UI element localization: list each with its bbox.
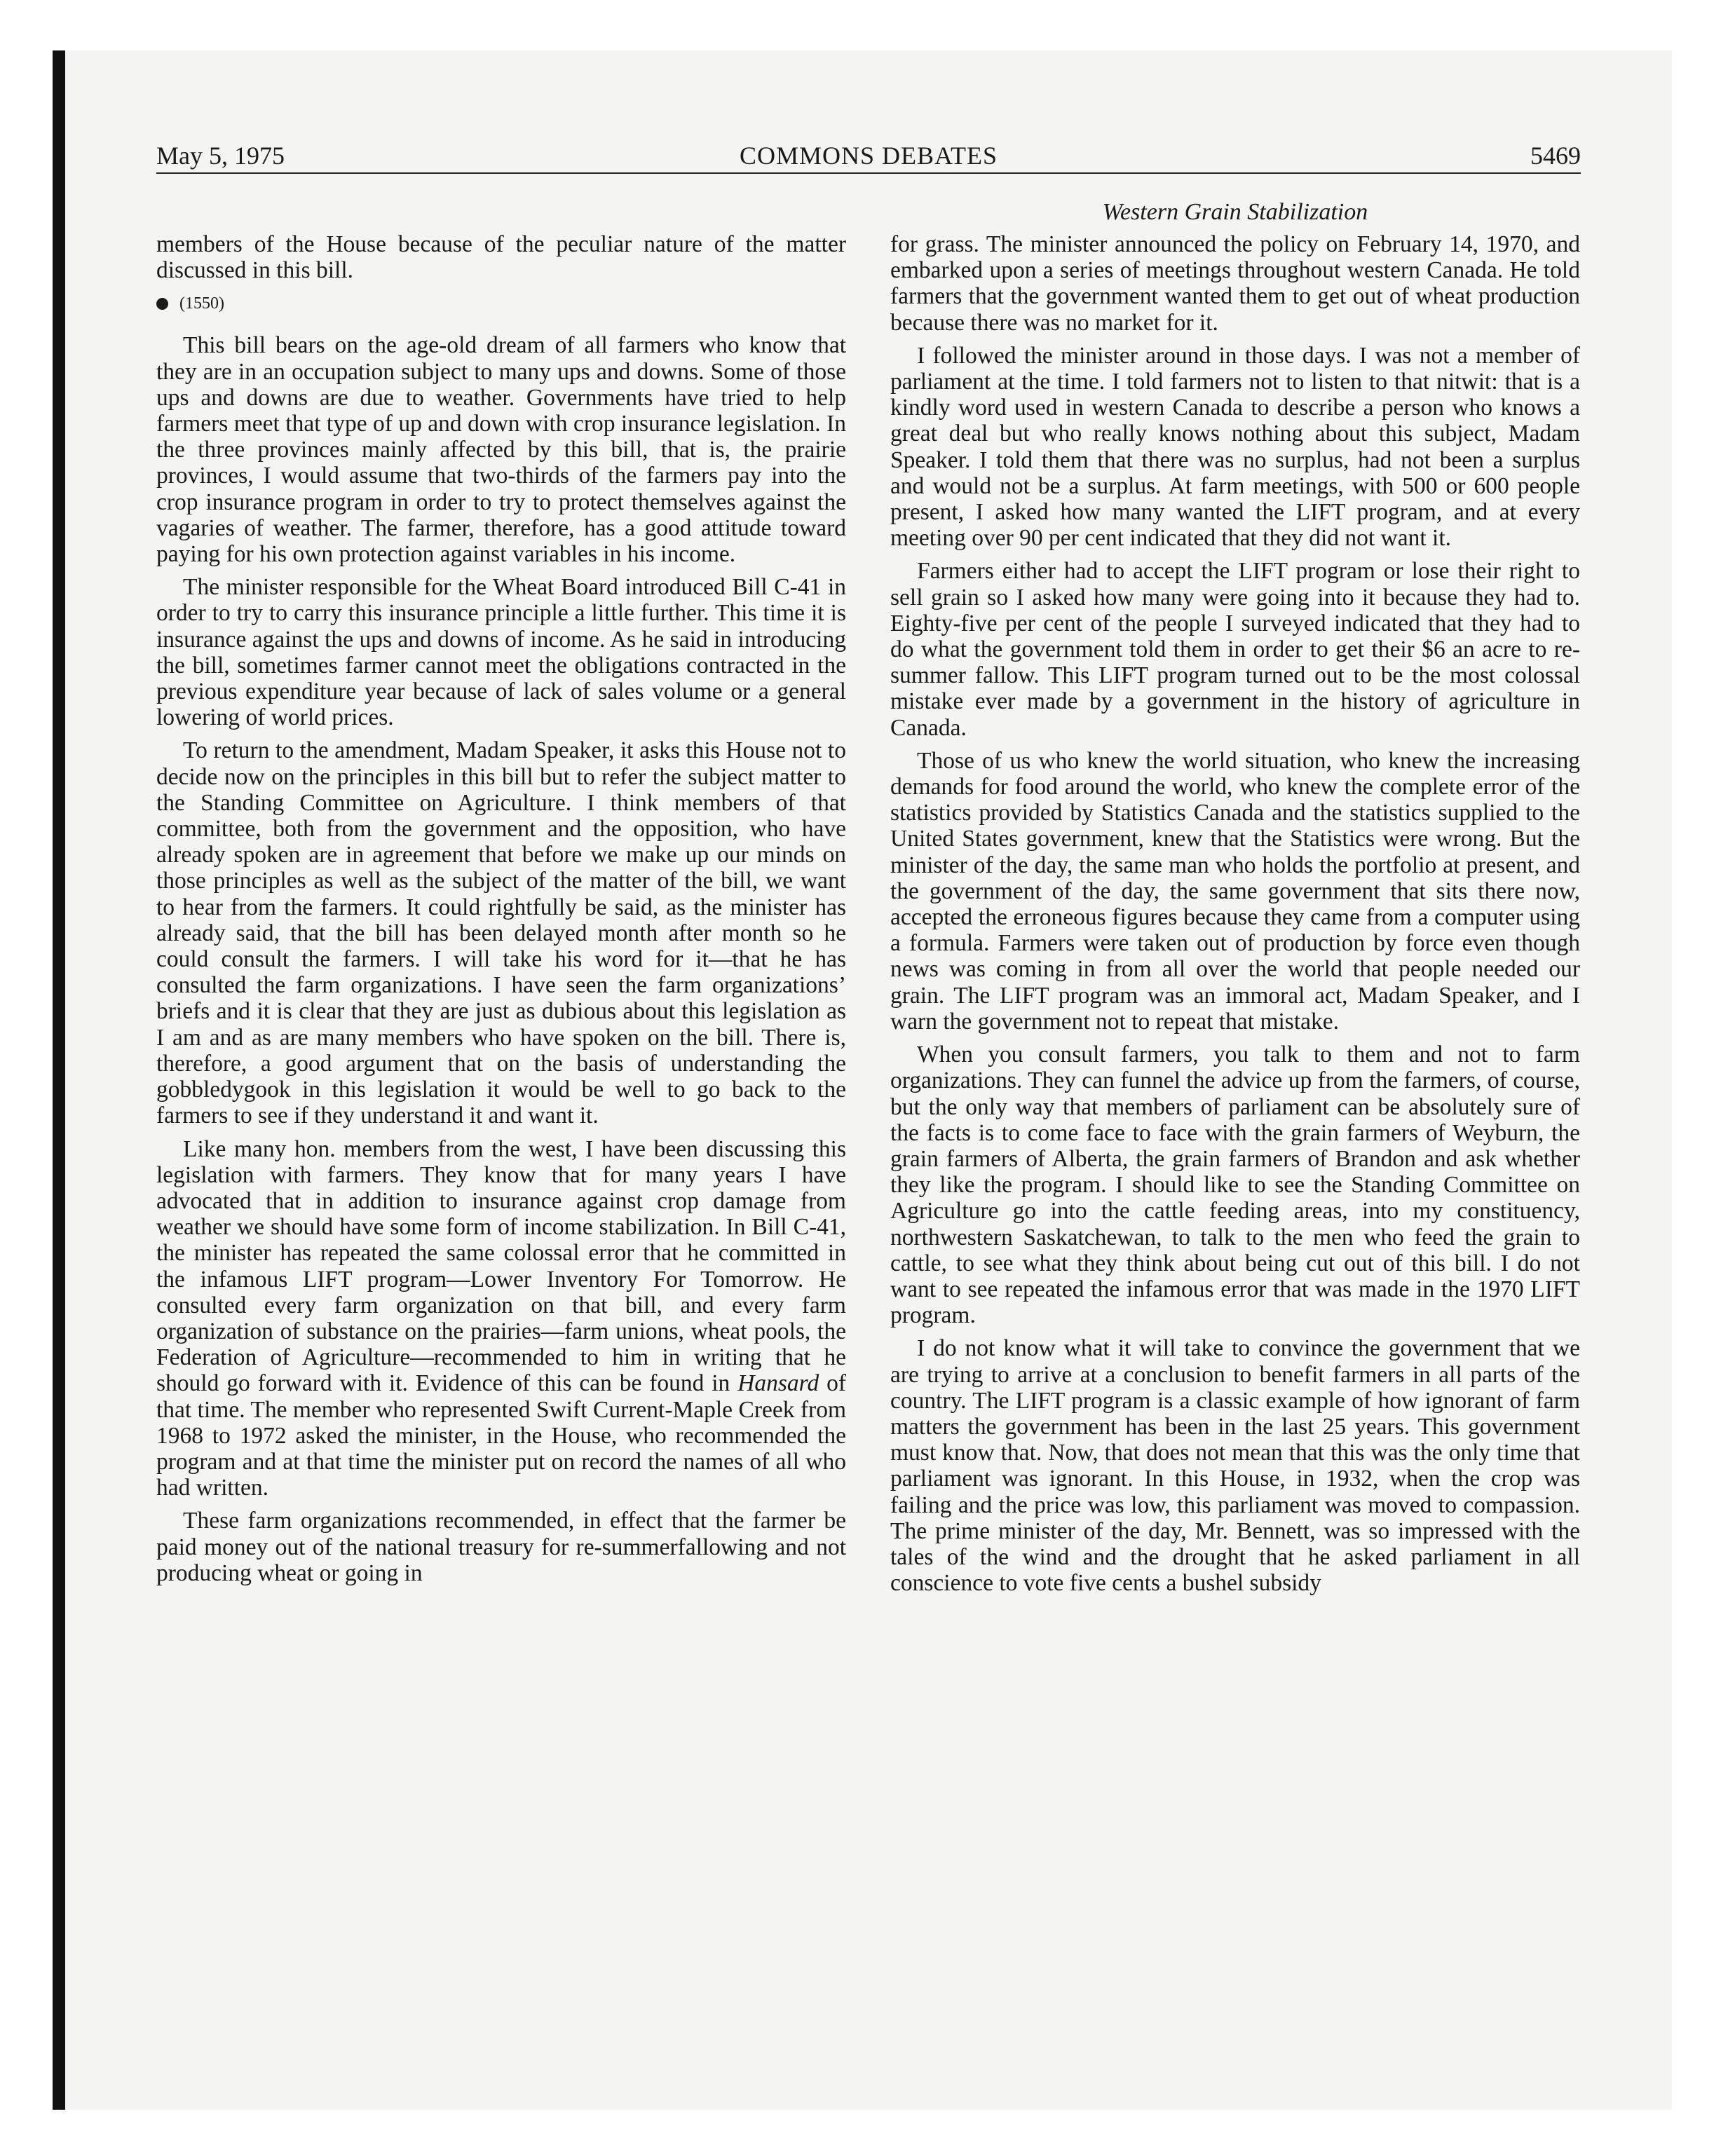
hansard-reference: Hansard xyxy=(737,1370,819,1397)
page-number: 5469 xyxy=(1530,142,1581,170)
timestamp-text: (1550) xyxy=(179,294,224,313)
paragraph: When you consult farmers, you talk to them and not to farm organizations. They can funnel the advice up from the farmers, of course, but the only way that members of parliament can be absolutely sure of the facts is to come face to face with the grain farmers of Weyburn, the grain farmers of Alberta, the grain farmers of Brandon and ask whether they like the program. I should like to see the Standing Committee on Agriculture go into the cattle feeding areas, into my constituency, northwestern Saskatchewan, to talk to the men who feed the grain to cattle, to see what they think about being cut out of this bill. I do not want to see repeated the infamous error that was made in the 1970 LIFT program. xyxy=(890,1042,1580,1329)
paragraph: I do not know what it will take to convince the government that we are trying to arrive at a conclusion to benefit farmers in all parts of the country. The LIFT program is a classic example of how ignorant of farm matters the government has been in the last 25 years. This government must know that. Now, that does not mean that this was the only time that parliament was ignorant. In this House, in 1932, when the crop was failing and the price was low, this parliament was moved to compassion. The prime minister of the day, Mr. Bennett, was so impressed with the tales of the wind and the drought that he asked parliament in all conscience to vote five cents a bushel subsidy xyxy=(890,1335,1580,1597)
paragraph: These farm organizations recommended, in effect that the farmer be paid money out of the national treasury for re-summerfallowing and not producing wheat or going in xyxy=(156,1508,846,1586)
right-column xyxy=(890,231,1580,1603)
paragraph-text: Like many hon. members from the west, I have been discussing this legislation with farmers. They know that for many years I have advocated that in addition to insurance against crop damage from weather we should have some form of income stabilization. In Bill C-41, the minister has repeated the same colossal error that he committed in the infamous LIFT program—Lower Inventory For Tomorrow. He consulted every farm organization on that bill, and every farm organization of substance on the prairies—farm unions, wheat pools, the Federation of Agriculture—recommended to him in writing that he should go forward with it. Evidence of this can be found in xyxy=(156,1135,846,1397)
page-header xyxy=(156,142,1581,174)
paragraph-text: of that time. The member who represented Swift Current-Maple Creek from 1968 to 1972 asked the minister, in the House, who recommended the program and at that time the minister put on record the names of all who had written. xyxy=(156,1370,846,1501)
paragraph: Farmers either had to accept the LIFT program or lose their right to sell grain so I asked how many were going into it because they had to. Eighty-five per cent of the people I surveyed indicated that they had to do what the government told them in order to get their $6 an acre to re-summer fallow. This LIFT program turned out to be the most colossal mistake ever made by a government in the history of agriculture in Canada. xyxy=(890,558,1580,741)
paragraph: for grass. The minister announced the policy on February 14, 1970, and embarked upon a series of meetings throughout western Canada. He told farmers that the government wanted them to get out of wheat production because there was no market for it. xyxy=(890,231,1580,336)
paragraph xyxy=(156,1136,846,1501)
header-date: May 5, 1975 xyxy=(156,142,285,170)
scan-edge-bar xyxy=(53,50,65,2110)
publication-title: COMMONS DEBATES xyxy=(739,142,998,170)
bullet-icon xyxy=(156,298,168,310)
paragraph: Those of us who knew the world situation, who knew the increasing demands for food around the world, who knew the complete error of the statistics provided by Statistics Canada and the statistics supplied to the United States government, knew that the Statistics were wrong. But the minister of the day, the same man who holds the portfolio at present, and the government of the day, the same government that sits there now, accepted the erroneous figures because they came from a computer using a formula. Farmers were taken out of production by force even though news was coming in from all over the world that people needed our grain. The LIFT program was an immoral act, Madam Speaker, and I warn the government not to repeat that mistake. xyxy=(890,747,1580,1035)
paragraph: members of the House because of the peculiar nature of the matter discussed in this bill. xyxy=(156,231,846,284)
section-heading: Western Grain Stabilization xyxy=(1102,199,1368,225)
paragraph: To return to the amendment, Madam Speaker, it asks this House not to decide now on the principles in this bill but to refer the subject matter to the Standing Committee on Agriculture. I think members of that committee, both from the government and the opposition, who have already spoken are in agreement that before we make up our minds on those principles as well as the subject of the matter of the bill, we want to hear from the farmers. It could rightfully be said, as the minister has already said, that the bill has been delayed month after month so he could consult the farmers. I will take his word for it—that he has consulted the farm organizations. I have seen the farm organizations’ briefs and it is clear that they are just as dubious about this legislation as I am and as are many members who have spoken on the bill. There is, therefore, a good argument that on the basis of understanding the gobbledygook in this legislation it would be well to go back to the farmers to see if they understand it and want it. xyxy=(156,737,846,1129)
paragraph: This bill bears on the age-old dream of all farmers who know that they are in an occupation subject to many ups and downs. Some of those ups and downs are due to weather. Governments have tried to help farmers meet that type of up and down with crop insurance legislation. In the three provinces mainly affected by this bill, that is, the prairie provinces, I would assume that two-thirds of the farmers pay into the crop insurance program in order to try to protect themselves against the vagaries of weather. The farmer, therefore, has a good attitude toward paying for his own protection against variables in his income. xyxy=(156,332,846,568)
paragraph: I followed the minister around in those days. I was not a member of parliament at the time. I told farmers not to listen to that nitwit: that is a kindly word used in western Canada to describe a person who knows a great deal but who really knows nothing about this subject, Madam Speaker. I told them that there was no surplus, had not been a surplus and would not be a surplus. At farm meetings, with 500 or 600 people present, I asked how many wanted the LIFT program, and at every meeting over 90 per cent indicated that they did not want it. xyxy=(890,342,1580,552)
paragraph: The minister responsible for the Wheat Board introduced Bill C-41 in order to try to carry this insurance principle a little further. This time it is insurance against the ups and downs of income. As he said in introducing the bill, sometimes farmer cannot meet the obligations contracted in the previous expenditure year because of lack of sales volume or a general lowering of world prices. xyxy=(156,574,846,731)
left-column xyxy=(156,231,846,1593)
timestamp-marker xyxy=(156,293,846,314)
